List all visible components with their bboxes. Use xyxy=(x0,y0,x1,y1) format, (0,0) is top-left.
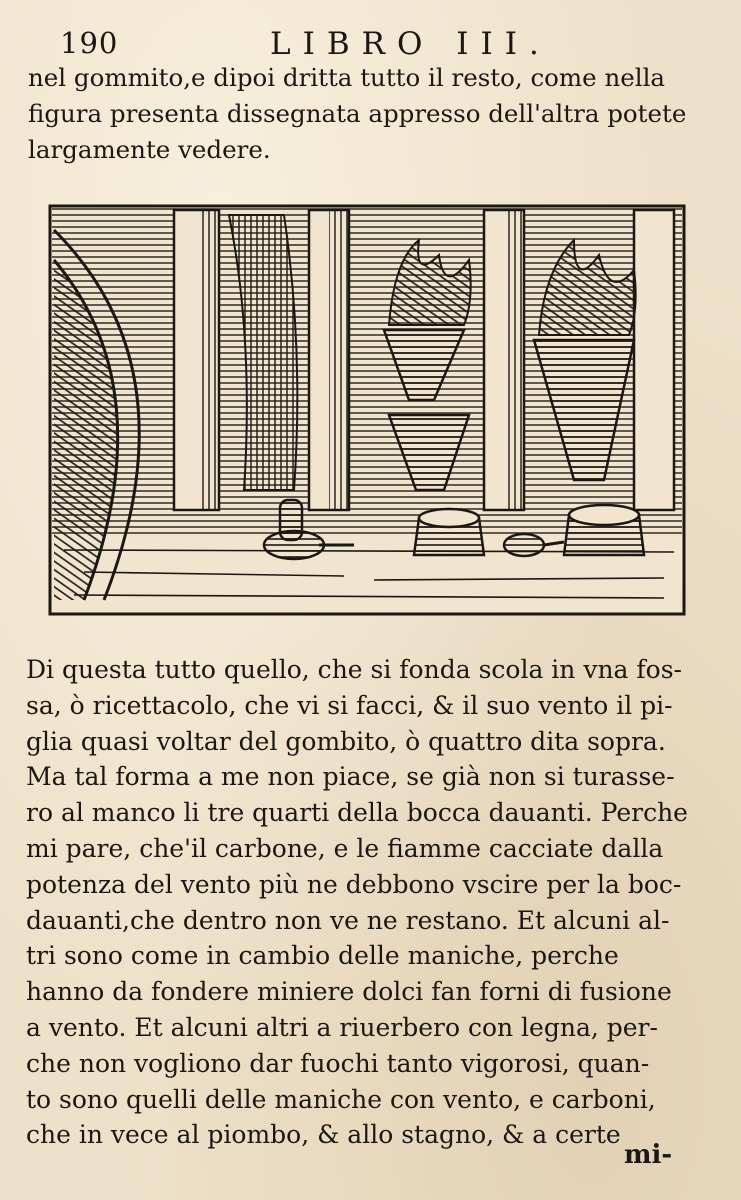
text-line: mi pare, che'il carbone, e le fiamme cacciate dalla xyxy=(26,833,664,863)
running-head xyxy=(60,26,680,62)
text-line: glia quasi voltar del gombito, ò quattro dita sopra. xyxy=(26,726,666,756)
text-line: Ma tal forma a me non piace, se già non si turasse- xyxy=(26,762,675,792)
text-line: largamente vedere. xyxy=(28,135,271,164)
book-title: LIBRO III. xyxy=(270,26,551,62)
catchword: mi- xyxy=(624,1140,673,1170)
text-line: Di questa tutto quello, che si fonda scola in vna fos- xyxy=(26,655,682,684)
text-line: to sono quelli delle maniche con vento, e carboni, xyxy=(26,1084,656,1114)
text-line: potenza del vento più ne debbono vscire per la boc- xyxy=(26,869,682,899)
text-line: che non vogliono dar fuochi tanto vigorosi, quan- xyxy=(26,1048,650,1078)
text-line: che in vece al piombo, & allo stagno, & a certe xyxy=(26,1120,621,1150)
text-line: tri sono come in cambio delle maniche, perche xyxy=(26,941,619,971)
text-line: dauanti,che dentro non ve ne restano. Et alcuni al- xyxy=(26,905,670,935)
text-line: sa, ò ricettacolo, che vi si facci, & il suo vento il pi- xyxy=(26,690,673,720)
text-line: a vento. Et alcuni altri a riuerbero con legna, per- xyxy=(26,1012,658,1042)
text-line: nel gommito,e dipoi dritta tutto il resto, come nella xyxy=(28,63,666,92)
woodcut-furnaces-icon xyxy=(44,200,690,620)
intro-paragraph xyxy=(28,60,718,168)
text-line: hanno da fondere miniere dolci fan forni di fusione xyxy=(26,977,672,1007)
page-number: 190 xyxy=(60,26,119,60)
body-paragraph xyxy=(26,652,720,1153)
text-line: figura presenta dissegnata appresso dell'altra potete xyxy=(28,99,687,128)
text-line: ro al manco li tre quarti della bocca dauanti. Perche xyxy=(26,798,688,828)
